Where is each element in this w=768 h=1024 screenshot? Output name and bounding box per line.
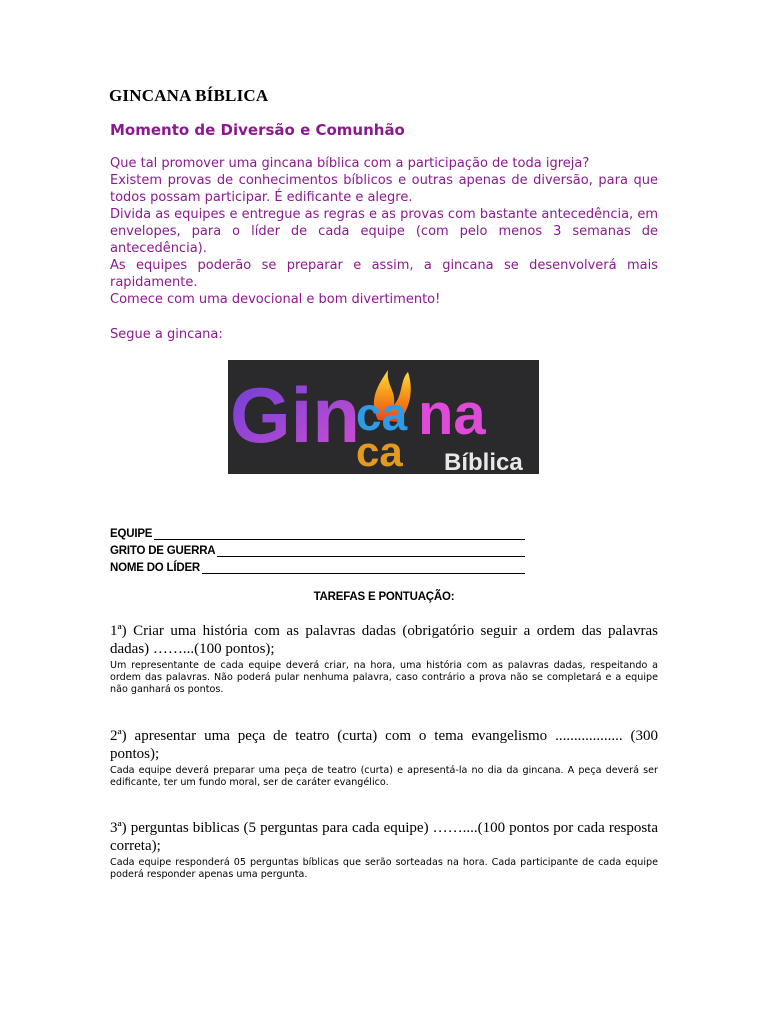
grito-blank-line[interactable]	[217, 544, 525, 557]
task-points: ……....(100 pontos por cada resposta correta);	[110, 820, 658, 854]
intro-paragraph: Existem provas de conhecimentos bíblicos e outras apenas de diversão, para que todos possam participar. É edificante e alegre.	[110, 173, 658, 205]
logo-word-na: na	[418, 382, 486, 447]
document-subtitle: Momento de Diversão e Comunhão	[110, 121, 405, 139]
grito-field[interactable]	[110, 540, 525, 557]
logo-word-ca-top: ca	[356, 388, 408, 440]
task-heading-text: 3ª) perguntas biblicas (5 perguntas para cada equipe)	[110, 820, 433, 836]
task-heading	[110, 622, 658, 658]
logo-graphic	[228, 360, 539, 474]
tarefas-heading: TAREFAS E PONTUAÇÃO:	[313, 591, 455, 603]
intro-paragraph: Divida as equipes e entregue as regras e as provas com bastante antecedência, em envelopes, para o líder de cada equipe (com pelo menos 3 semanas de antecedência).	[110, 207, 658, 256]
task-heading	[110, 727, 658, 763]
task-item	[110, 727, 658, 789]
intro-paragraph: Comece com uma devocional e bom divertimento!	[110, 292, 441, 307]
task-description: Um representante de cada equipe deverá criar, na hora, uma história com as palavras dadas, respeitando a ordem das palavras. Não poderá pular nenhuma palavra, caso contrário a prova não se completará e a equipe não ganhará os pontos.	[110, 660, 658, 695]
grito-label: GRITO DE GUERRA	[110, 545, 216, 557]
document-title: GINCANA BÍBLICA	[109, 86, 269, 105]
lider-blank-line[interactable]	[202, 561, 525, 574]
equipe-blank-line[interactable]	[154, 527, 525, 540]
intro-paragraph: As equipes poderão se preparar e assim, a gincana se desenvolverá mais rapidamente.	[110, 258, 658, 290]
team-fields	[110, 523, 525, 574]
task-points: ……...(100 pontos);	[152, 641, 275, 657]
logo-word-biblica: Bíblica	[444, 449, 523, 474]
lider-field[interactable]	[110, 557, 525, 574]
logo-word-ca-bottom: ca	[356, 428, 403, 474]
task-item	[110, 819, 658, 881]
task-points: .................. (300 pontos);	[110, 728, 658, 762]
task-description: Cada equipe deverá preparar uma peça de teatro (curta) e apresentá-la no dia da gincana. A peça deverá ser edificante, ter um fundo moral, ser de caráter evangélico.	[110, 765, 658, 788]
task-heading	[110, 819, 658, 855]
task-description: Cada equipe responderá 05 perguntas bíblicas que serão sorteadas na hora. Cada participante de cada equipe poderá responder apenas uma pergunta.	[110, 857, 658, 880]
segue-text: Segue a gincana:	[110, 327, 223, 342]
equipe-field[interactable]	[110, 523, 525, 540]
gincana-biblica-logo	[228, 360, 539, 474]
intro-paragraph: Que tal promover uma gincana bíblica com a participação de toda igreja?	[110, 156, 590, 171]
task-heading-text: 1ª) Criar uma história com as palavras dadas (obrigatório seguir a ordem das palavras dadas)	[110, 623, 658, 657]
task-heading-text: 2ª) apresentar uma peça de teatro (curta) com o tema evangelismo	[110, 728, 556, 744]
intro-text	[110, 155, 658, 308]
logo-word-gin: Gin	[230, 371, 360, 459]
equipe-label: EQUIPE	[110, 528, 153, 540]
task-item	[110, 622, 658, 696]
lider-label: NOME DO LÍDER	[110, 562, 201, 574]
